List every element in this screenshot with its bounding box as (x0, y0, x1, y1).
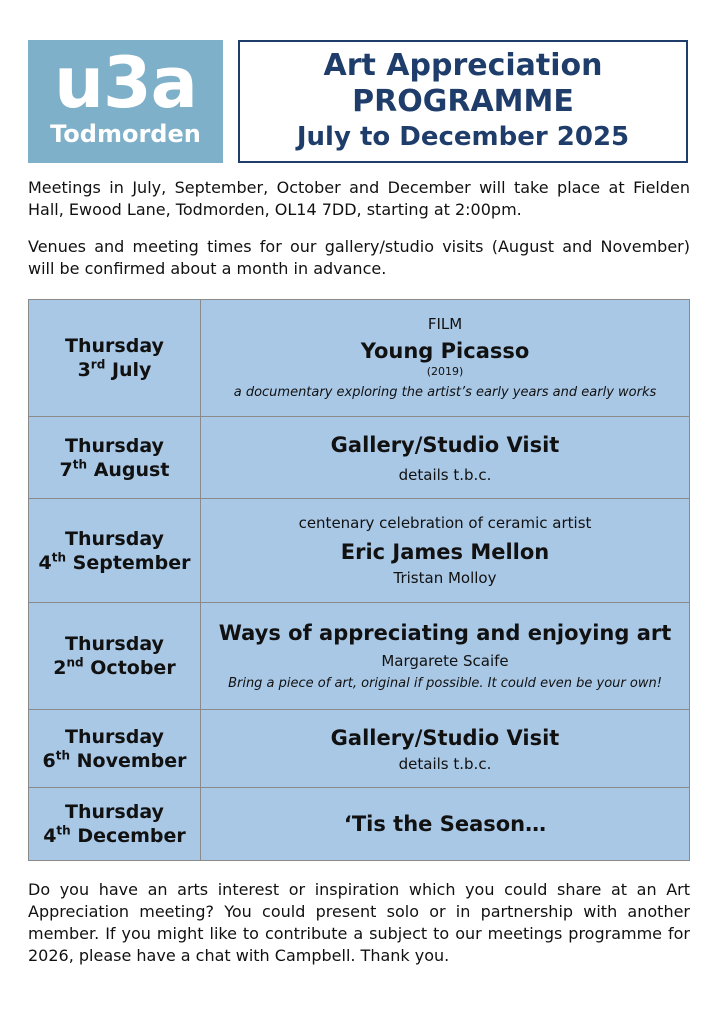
event-pre: FILM (427, 315, 463, 333)
title-line-2: PROGRAMME (352, 84, 574, 119)
date-cell (29, 788, 201, 861)
programme-row-december (29, 788, 690, 861)
event-title: ‘Tis the Season… (343, 812, 547, 836)
date-day: 7th August (59, 457, 170, 481)
date-day: 4th September (38, 550, 191, 574)
event-cell (201, 300, 690, 417)
event-note: Bring a piece of art, original if possible. It could even be your own! (228, 676, 662, 691)
date-weekday: Thursday (65, 434, 164, 457)
date-day: 2nd October (53, 655, 176, 679)
event-title: Young Picasso (360, 339, 530, 363)
event-title: Ways of appreciating and enjoying art (218, 621, 672, 645)
date-weekday: Thursday (65, 335, 164, 357)
event-detail: Tristan Molloy (393, 569, 497, 587)
date-day: 6th November (42, 748, 187, 772)
event-detail: Margarete Scaife (381, 652, 509, 670)
u3a-logo (28, 40, 223, 163)
date-cell (29, 499, 201, 603)
event-cell (201, 710, 690, 788)
programme-row-october (29, 603, 690, 710)
event-cell (201, 417, 690, 499)
event-pre: centenary celebration of ceramic artist (298, 514, 592, 532)
date-cell (29, 603, 201, 710)
date-day: 3rd July (77, 357, 152, 381)
date-weekday: Thursday (65, 725, 164, 748)
title-line-1: Art Appreciation (323, 48, 603, 83)
intro-paragraph-venue: Meetings in July, September, October and December will take place at Fielden Hall, Ewood Lane, Todmorden, OL14 7DD, starting at 2:00pm. (28, 178, 690, 219)
outro-paragraph: Do you have an arts interest or inspiration which you could share at an Art Appreciation meeting? You could present solo or in partnership with another member. If you might like to contribute a subject to our meetings programme for 2026, please have a chat with Campbell. Thank you. (28, 880, 690, 965)
programme-row-september (29, 499, 690, 603)
event-title: Eric James Mellon (340, 540, 550, 564)
programme-row-august (29, 417, 690, 499)
event-note: a documentary exploring the artist’s early years and early works (233, 385, 657, 400)
date-weekday: Thursday (65, 527, 164, 550)
date-cell (29, 300, 201, 417)
intro-paragraph-visits: Venues and meeting times for our gallery/studio visits (August and November) will be confirmed about a month in advance. (28, 237, 690, 278)
event-year: (2019) (426, 365, 464, 378)
event-cell (201, 499, 690, 603)
programme-table (28, 299, 690, 861)
programme-row-july (29, 300, 690, 417)
event-cell (201, 603, 690, 710)
date-weekday: Thursday (65, 633, 164, 655)
event-title: Gallery/Studio Visit (330, 725, 560, 750)
date-day: 4th December (43, 823, 186, 847)
event-detail: details t.b.c. (398, 754, 492, 773)
logo-mark: u3a (54, 42, 197, 124)
date-cell (29, 417, 201, 499)
title-line-3: July to December 2025 (296, 122, 630, 152)
logo-town: Todmorden (50, 120, 201, 148)
programme-row-november (29, 710, 690, 788)
title-box (238, 40, 688, 163)
event-title: Gallery/Studio Visit (330, 432, 560, 457)
date-cell (29, 710, 201, 788)
event-cell (201, 788, 690, 861)
date-weekday: Thursday (65, 801, 164, 823)
event-detail: details t.b.c. (398, 465, 492, 484)
